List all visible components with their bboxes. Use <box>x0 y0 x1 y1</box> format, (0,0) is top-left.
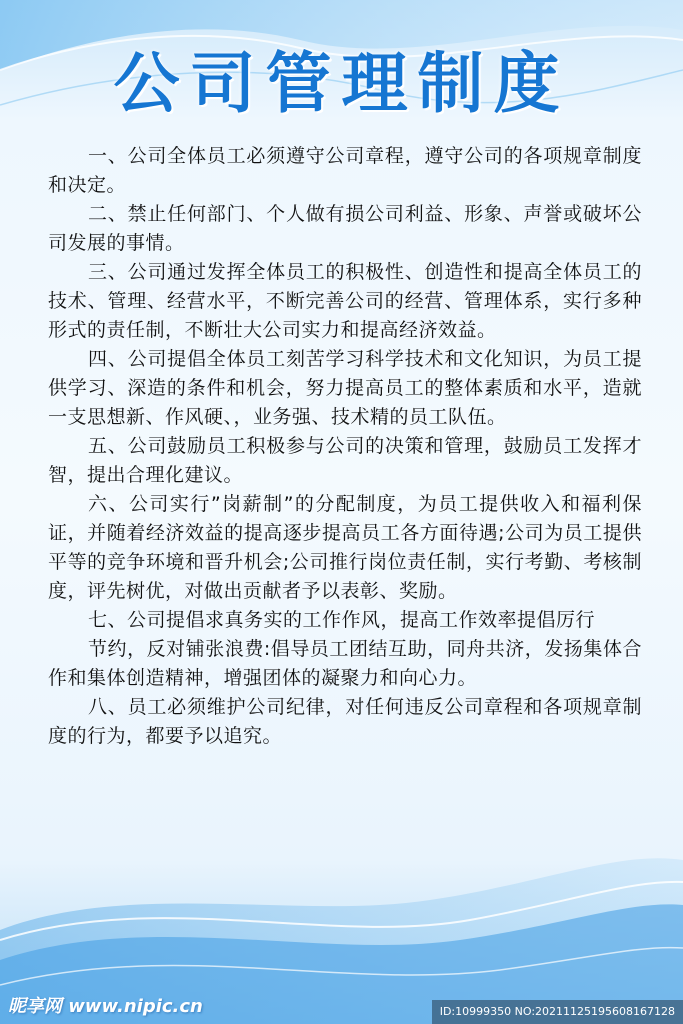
rule-paragraph-3: 三、公司通过发挥全体员工的积极性、创造性和提高全体员工的技术、管理、经营水平，不断完善公司的经营、管理体系，实行多种形式的责任制，不断壮大公司实力和提高经济效益。 <box>48 261 642 341</box>
rule-paragraph-5: 五、公司鼓励员工积极参与公司的决策和管理，鼓励员工发挥才智，提出合理化建议。 <box>48 435 642 486</box>
footer-watermark <box>0 992 683 1024</box>
rule-paragraph-4: 四、公司提倡全体员工刻苦学习科学技术和文化知识，为员工提供学习、深造的条件和机会，努力提高员工的整体素质和水平，造就一支思想新、作风硬、，业务强、技术精的员工队伍。 <box>48 348 642 428</box>
rules-list <box>48 142 642 751</box>
rule-paragraph-1: 一、公司全体员工必须遵守公司章程，遵守公司的各项规章制度和决定。 <box>48 145 642 196</box>
rule-paragraph-7: 七、公司提倡求真务实的工作作风，提高工作效率提倡厉行 <box>88 609 596 631</box>
site-logo: 昵享网 www.nipic.cn <box>8 996 203 1017</box>
rule-paragraph-8: 八、员工必须维护公司纪律，对任何违反公司章程和各项规章制度的行为，都要予以追究。 <box>48 696 642 747</box>
rule-paragraph-6: 六、公司实行”岗薪制”的分配制度，为员工提供收入和福利保证，并随着经济效益的提高逐步提高员工各方面待遇;公司为员工提供平等的竞争环境和晋升机会;公司推行岗位责任制，实行考勤、考核制度，评先树优，对做出贡献者予以表彰、奖励。 <box>48 493 642 602</box>
page-title: 公司管理制度 <box>113 45 570 122</box>
image-id-label: ID:10999350 NO:20211125195608167128 <box>432 1000 683 1024</box>
rule-paragraph-7-continued: 节约，反对铺张浪费:倡导员工团结互助，同舟共济，发扬集体合作和集体创造精神，增强团体的凝聚力和向心力。 <box>48 638 642 689</box>
rule-paragraph-2: 二、禁止任何部门、个人做有损公司利益、形象、声誉或破坏公司发展的事情。 <box>48 203 642 254</box>
